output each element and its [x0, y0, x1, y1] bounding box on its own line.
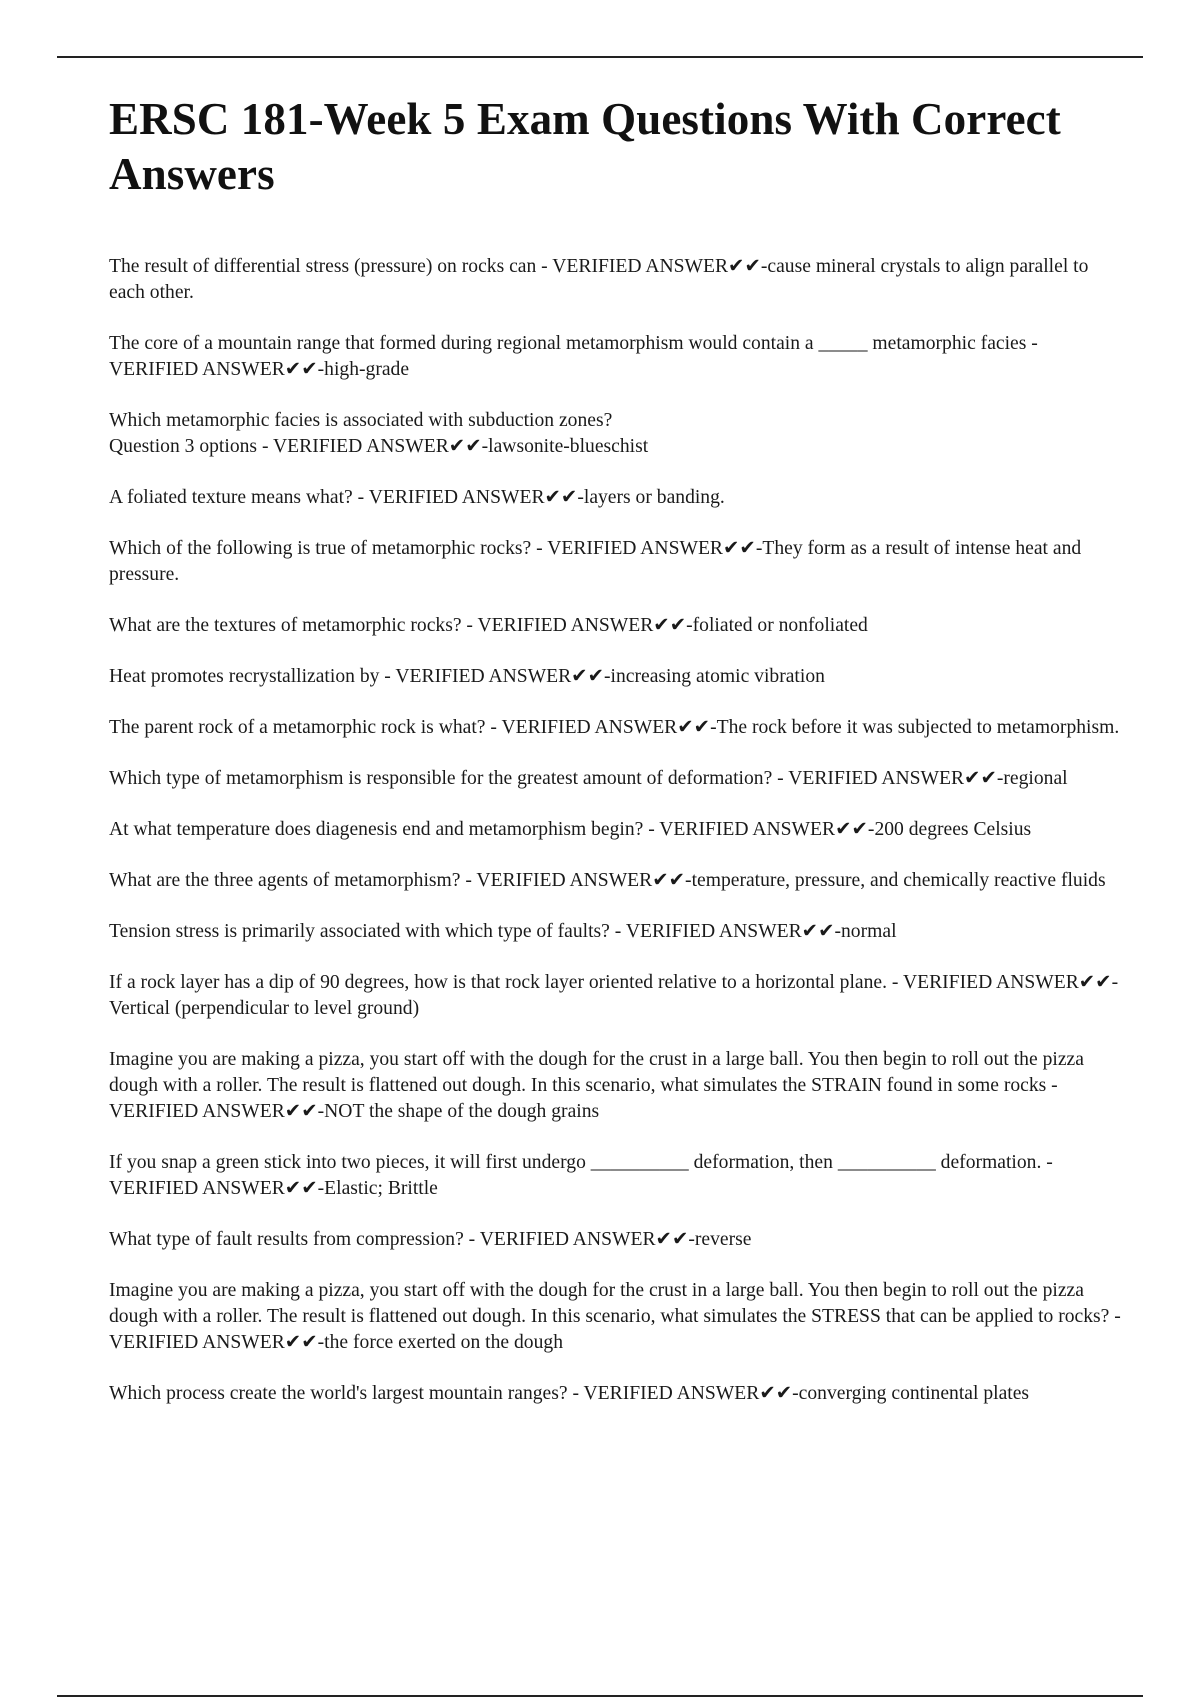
- qa-item: If you snap a green stick into two pieces, it will first undergo __________ deformation, then __________ deformation. - VERIFIED ANSWER✔✔-Elastic; Brittle: [109, 1152, 1053, 1199]
- qa-item: What are the three agents of metamorphism? - VERIFIED ANSWER✔✔-temperature, pressure, and chemically reactive fluids: [109, 870, 1106, 891]
- qa-item: Which type of metamorphism is responsible for the greatest amount of deformation? - VERIFIED ANSWER✔✔-regional: [109, 768, 1068, 789]
- qa-item-answer-line: Question 3 options - VERIFIED ANSWER✔✔-lawsonite-blueschist: [109, 436, 649, 457]
- top-divider: [57, 56, 1143, 58]
- qa-item: Imagine you are making a pizza, you start off with the dough for the crust in a large ball. You then begin to roll out the pizza dough with a roller. The result is flattened out dough. In this scenario, what simulates the STRAIN found in some rocks - VERIFIED ANSWER✔✔-NOT the shape of the dough grains: [109, 1049, 1084, 1122]
- qa-item: Tension stress is primarily associated with which type of faults? - VERIFIED ANSWER✔✔-normal: [109, 921, 897, 942]
- qa-item: Heat promotes recrystallization by - VERIFIED ANSWER✔✔-increasing atomic vibration: [109, 666, 825, 687]
- qa-list: [109, 254, 1129, 1407]
- document-page: [109, 92, 1129, 1432]
- qa-item-question-line: Which metamorphic facies is associated with subduction zones?: [109, 410, 613, 431]
- qa-item: What type of fault results from compression? - VERIFIED ANSWER✔✔-reverse: [109, 1229, 752, 1250]
- qa-item: Which of the following is true of metamorphic rocks? - VERIFIED ANSWER✔✔-They form as a result of intense heat and pressure.: [109, 538, 1082, 585]
- qa-item: If a rock layer has a dip of 90 degrees, how is that rock layer oriented relative to a horizontal plane. - VERIFIED ANSWER✔✔-Vertical (perpendicular to level ground): [109, 972, 1119, 1019]
- qa-item: Imagine you are making a pizza, you start off with the dough for the crust in a large ball. You then begin to roll out the pizza dough with a roller. The result is flattened out dough. In this scenario, what simulates the STRESS that can be applied to rocks? - VERIFIED ANSWER✔✔-the force exerted on the dough: [109, 1280, 1121, 1353]
- qa-item: The result of differential stress (pressure) on rocks can - VERIFIED ANSWER✔✔-cause mineral crystals to align parallel to each other.: [109, 256, 1089, 303]
- qa-item: [109, 408, 1129, 460]
- qa-item: What are the textures of metamorphic rocks? - VERIFIED ANSWER✔✔-foliated or nonfoliated: [109, 615, 868, 636]
- bottom-divider: [57, 1695, 1143, 1697]
- qa-item: A foliated texture means what? - VERIFIED ANSWER✔✔-layers or banding.: [109, 487, 725, 508]
- qa-item: The core of a mountain range that formed during regional metamorphism would contain a _____ metamorphic facies - VERIFIED ANSWER✔✔-high-grade: [109, 333, 1038, 380]
- qa-item: The parent rock of a metamorphic rock is what? - VERIFIED ANSWER✔✔-The rock before it was subjected to metamorphism.: [109, 717, 1120, 738]
- qa-item: At what temperature does diagenesis end and metamorphism begin? - VERIFIED ANSWER✔✔-200 degrees Celsius: [109, 819, 1032, 840]
- qa-item: Which process create the world's largest mountain ranges? - VERIFIED ANSWER✔✔-converging continental plates: [109, 1383, 1030, 1404]
- page-title: ERSC 181-Week 5 Exam Questions With Correct Answers: [109, 94, 1061, 199]
